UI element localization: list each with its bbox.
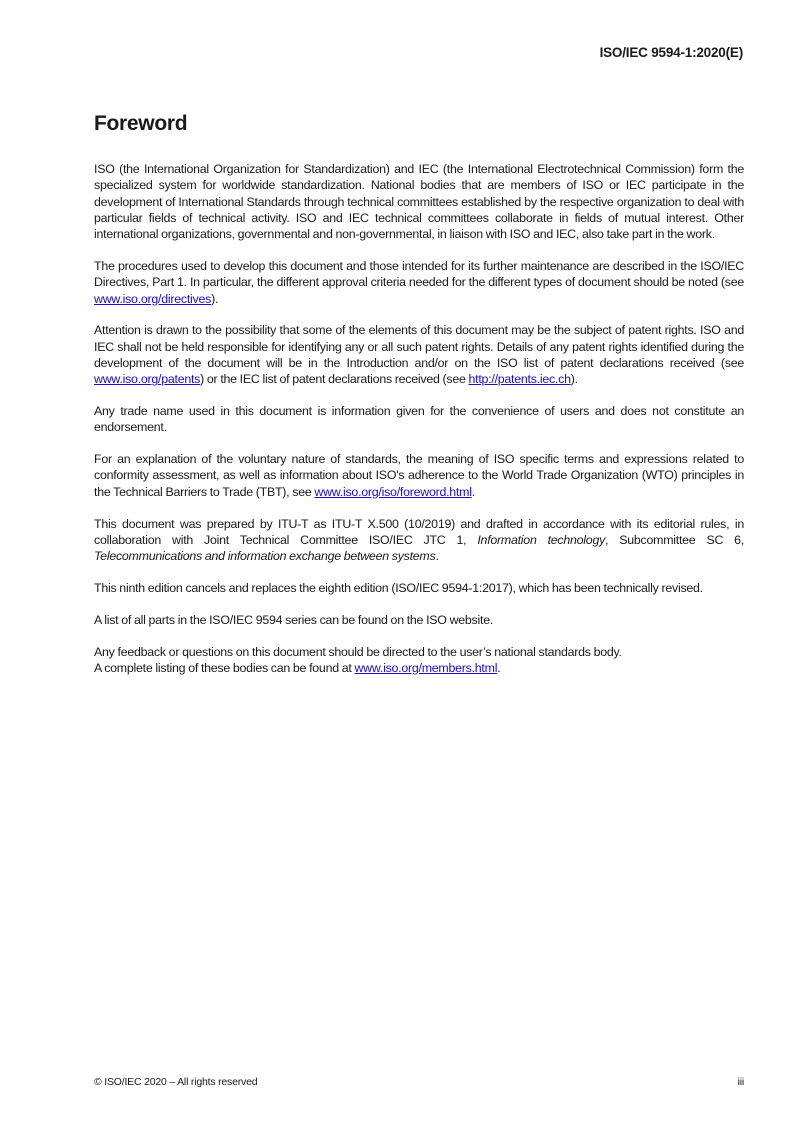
paragraph-parts-list: A list of all parts in the ISO/IEC 9594 series can be found on the ISO website.	[94, 612, 494, 627]
foreword-body	[94, 161, 744, 692]
paragraph-procedures: The procedures used to develop this document and those intended for its further maintenance are described in the ISO/IEC Directives, Part 1. In particular, the different approval criteria needed for the different types of document should be noted (see www.iso.org/directives).	[94, 258, 744, 306]
iec-patents-link[interactable]: http://patents.iec.ch	[468, 372, 571, 387]
copyright-notice: © ISO/IEC 2020 – All rights reserved	[94, 1076, 258, 1088]
paragraph-iso-iec-intro: ISO (the International Organization for Standardization) and IEC (the International Electrotechnical Commission) form the specialized system for worldwide standardization. National bodies that are members of ISO or IEC participate in the development of International Standards through technical committees established by the respective organization to deal with particular fields of technical activity. ISO and IEC technical committees collaborate in fields of mutual interest. Other international organizations, governmental and non-governmental, in liaison with ISO and IEC, also take part in the work.	[94, 162, 744, 242]
paragraph-trade-name: Any trade name used in this document is information given for the convenience of users and does not constitute an endorsement.	[94, 404, 744, 435]
paragraph-feedback: Any feedback or questions on this document should be directed to the user’s national standards body. A complete listing of these bodies can be found at www.iso.org/members.html.	[94, 644, 622, 675]
document-reference: ISO/IEC 9594-1:2020(E)	[599, 45, 743, 60]
foreword-info-link[interactable]: www.iso.org/iso/foreword.html	[314, 484, 472, 499]
page-title: Foreword	[94, 112, 188, 135]
iso-patents-link[interactable]: www.iso.org/patents	[94, 372, 201, 387]
directives-link[interactable]: www.iso.org/directives	[94, 291, 212, 306]
members-link[interactable]: www.iso.org/members.html	[354, 660, 498, 675]
page-number: iii	[737, 1076, 744, 1088]
paragraph-prepared-by: This document was prepared by ITU-T as ITU-T X.500 (10/2019) and drafted in accordance with its editorial rules, in collaboration with Joint Technical Committee ISO/IEC JTC 1, Information technology, Subcommittee SC 6, Telecommunications and information exchange between systems.	[94, 516, 745, 564]
paragraph-patents: Attention is drawn to the possibility that some of the elements of this document may be the subject of patent rights. ISO and IEC shall not be held responsible for identifying any or all such patent rights. Details of any patent rights identified during the development of the document will be in the Introduction and/or on the ISO list of patent declarations received (see www.iso.org/patents) or the IEC list of patent declarations received (see http://patents.iec.ch).	[94, 323, 744, 387]
paragraph-edition: This ninth edition cancels and replaces the eighth edition (ISO/IEC 9594-1:2017), which has been technically revised.	[94, 580, 703, 595]
page-footer	[94, 1076, 744, 1088]
paragraph-voluntary-nature: For an explanation of the voluntary nature of standards, the meaning of ISO specific terms and expressions related to conformity assessment, as well as information about ISO's adherence to the World Trade Organization (WTO) principles in the Technical Barriers to Trade (TBT), see www.iso.org/iso/foreword.html.	[94, 452, 744, 499]
